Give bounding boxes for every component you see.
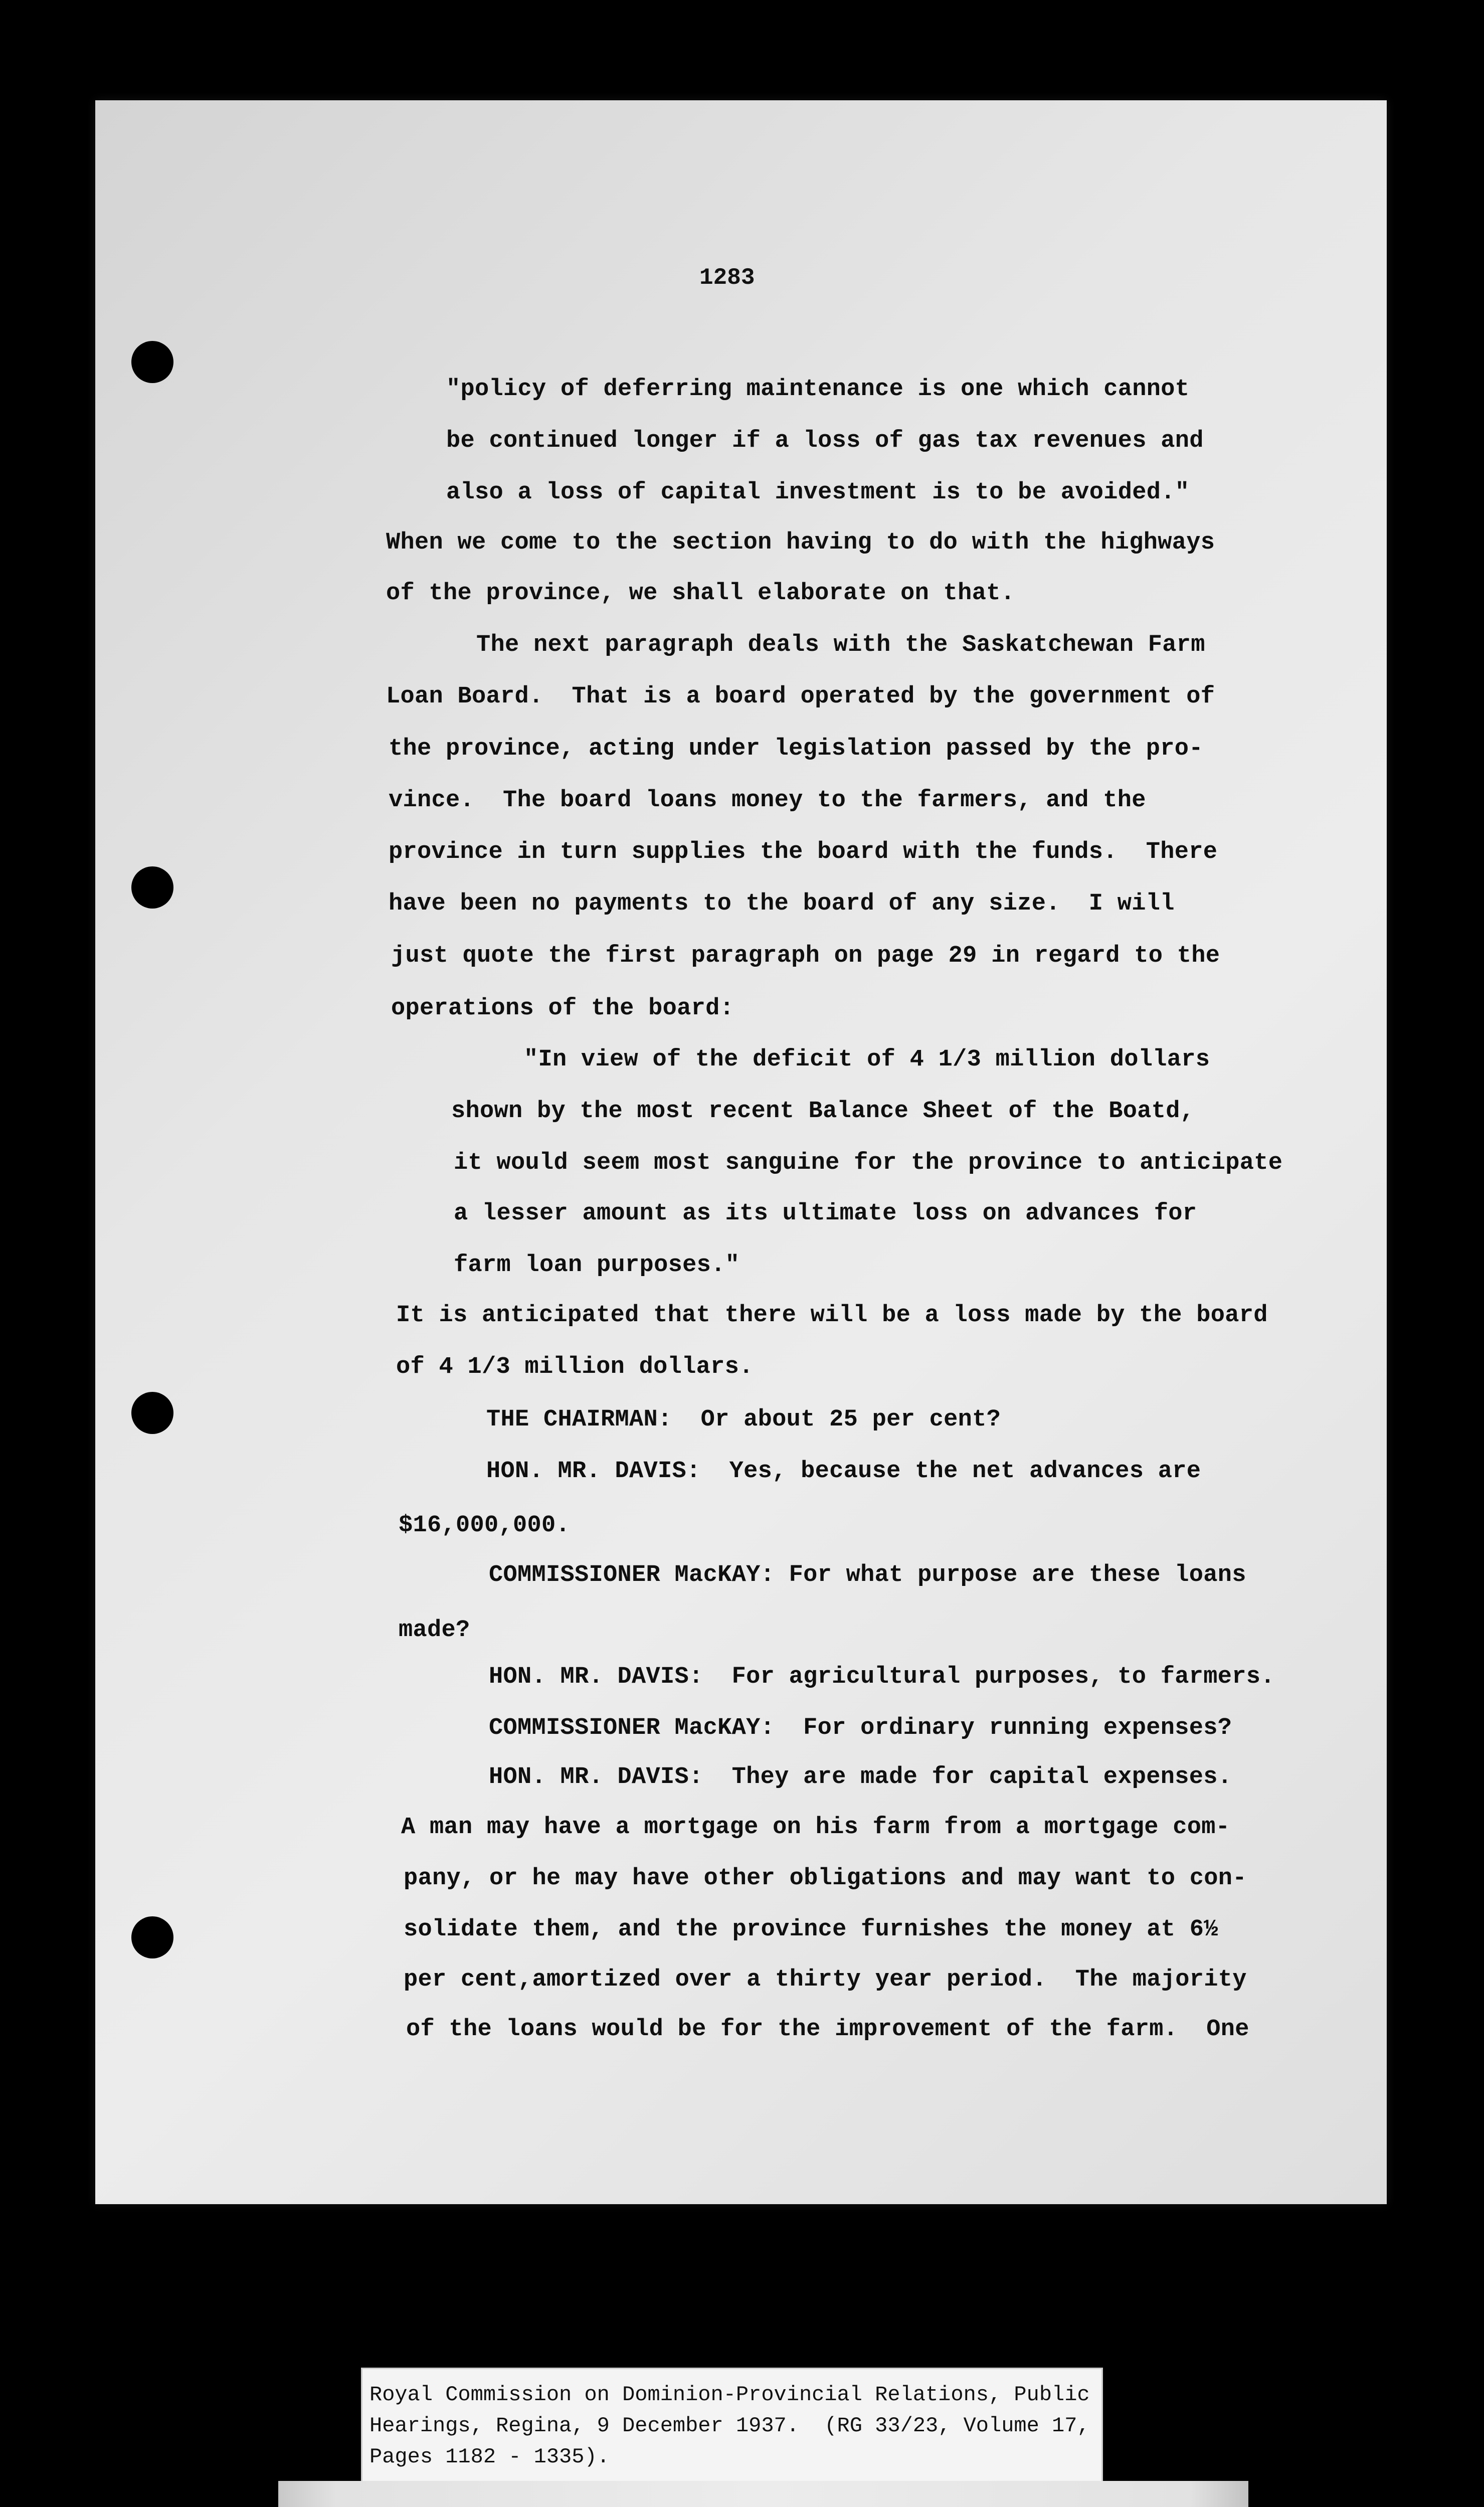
text-line: $16,000,000. (399, 1512, 571, 1539)
punch-hole (131, 1916, 173, 1958)
text-line: also a loss of capital investment is to be avoided." (446, 479, 1190, 506)
text-line: of the province, we shall elaborate on that. (386, 580, 1015, 607)
text-line: HON. MR. DAVIS: They are made for capital expenses. (489, 1764, 1232, 1790)
citation-line: Pages 1182 - 1335). (369, 2445, 610, 2469)
text-line: Loan Board. That is a board operated by the government of (386, 683, 1215, 710)
text-line: pany, or he may have other obligations and may want to con- (404, 1865, 1247, 1892)
text-line: shown by the most recent Balance Sheet of the Boatd, (451, 1098, 1195, 1125)
text-line: have been no payments to the board of any size. I will (389, 890, 1175, 917)
text-line: THE CHAIRMAN: Or about 25 per cent? (486, 1406, 1001, 1433)
text-line: vince. The board loans money to the farmers, and the (389, 787, 1146, 814)
text-line: of 4 1/3 million dollars. (396, 1354, 754, 1380)
page-number: 1283 (699, 265, 755, 291)
text-line: COMMISSIONER MacKAY: For what purpose are these loans (489, 1562, 1246, 1588)
text-line: of the loans would be for the improvement of the farm. One (406, 2016, 1249, 2043)
text-line: "policy of deferring maintenance is one which cannot (446, 376, 1190, 403)
text-line: HON. MR. DAVIS: For agricultural purposes, to farmers. (489, 1664, 1275, 1690)
punch-hole (131, 1392, 173, 1434)
punch-hole (131, 341, 173, 383)
text-line: a lesser amount as its ultimate loss on advances for (454, 1200, 1197, 1227)
text-line: the province, acting under legislation passed by the pro- (389, 736, 1203, 762)
text-line: "In view of the deficit of 4 1/3 million dollars (524, 1046, 1210, 1073)
citation-line: Royal Commission on Dominion-Provincial Relations, Public (369, 2383, 1090, 2407)
text-line: be continued longer if a loss of gas tax revenues and (446, 428, 1204, 454)
text-line: farm loan purposes." (454, 1252, 740, 1279)
text-line: COMMISSIONER MacKAY: For ordinary running expenses? (489, 1715, 1232, 1741)
text-line: just quote the first paragraph on page 29 in regard to the (391, 943, 1220, 969)
citation-label (361, 2368, 1103, 2483)
text-line: solidate them, and the province furnishes the money at 6½ (404, 1916, 1218, 1943)
text-line: province in turn supplies the board with the funds. There (389, 839, 1218, 865)
text-line: A man may have a mortgage on his farm from a mortgage com- (401, 1814, 1230, 1841)
text-line: The next paragraph deals with the Saskatchewan Farm (476, 632, 1205, 658)
punch-hole (131, 866, 173, 909)
text-line: it would seem most sanguine for the province to anticipate (454, 1150, 1283, 1176)
text-line: per cent,amortized over a thirty year period. The majority (404, 1966, 1247, 1993)
archives-stamp (278, 2481, 1248, 2507)
text-line: HON. MR. DAVIS: Yes, because the net advances are (486, 1458, 1201, 1485)
text-line: operations of the board: (391, 995, 734, 1022)
citation-line: Hearings, Regina, 9 December 1937. (RG 33/23, Volume 17, (369, 2414, 1090, 2438)
text-line: made? (399, 1617, 470, 1644)
text-line: When we come to the section having to do with the highways (386, 529, 1215, 556)
text-line: It is anticipated that there will be a loss made by the board (396, 1302, 1268, 1329)
